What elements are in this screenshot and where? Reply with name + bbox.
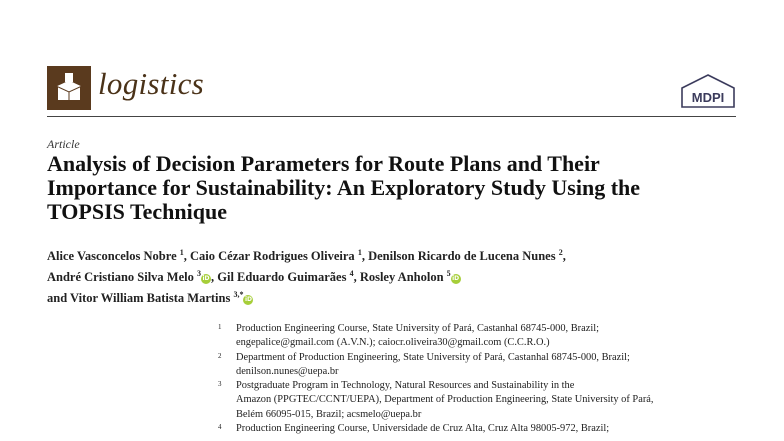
author-line [47, 244, 747, 265]
author-name[interactable]: Rosley Anholon [359, 270, 447, 284]
author-affiliation-sup: 5 [446, 269, 451, 278]
author-list [47, 244, 747, 307]
affiliation-line: engepalice@gmail.com (A.V.N.); caiocr.oliveira30@gmail.com (C.C.R.O.) [236, 337, 550, 349]
affiliation-item [218, 322, 738, 351]
mdpi-logo[interactable] [680, 74, 736, 108]
author-affiliation-sup: 2 [558, 248, 563, 257]
author-separator: , [353, 270, 360, 284]
author-name[interactable]: Gil Eduardo Guimarães [217, 270, 350, 284]
orcid-icon[interactable]: iD [452, 275, 460, 282]
title-line: Importance for Sustainability: An Exploratory Study Using the [47, 175, 641, 200]
author-affiliation-sup: 4 [349, 269, 354, 278]
author-name[interactable]: Alice Vasconcelos Nobre [47, 249, 180, 263]
affiliation-line: denilson.nunes@uepa.br [236, 365, 339, 377]
author-affiliation-sup: 1 [179, 248, 184, 257]
author-separator: , [211, 270, 218, 284]
title-line: TOPSIS Technique [47, 199, 227, 224]
orcid-icon[interactable]: iD [202, 275, 210, 282]
author-affiliation-sup: 3,* [233, 290, 244, 299]
affiliation-item [218, 379, 738, 422]
author-name[interactable]: Denilson Ricardo de Lucena Nunes [368, 249, 559, 263]
author-separator: , [183, 249, 190, 263]
article-title [47, 152, 747, 224]
affiliation-line: Department of Production Engineering, State University of Pará, Castanhal 68745-000, Brazil; [236, 351, 630, 363]
article-type-label: Article [47, 137, 80, 151]
author-name[interactable]: and Vitor William Batista Martins [47, 291, 234, 305]
affiliation-line: Belém 66095-015, Brazil; acsmelo@uepa.br [236, 408, 422, 420]
affiliation-number: 1 [218, 323, 222, 331]
affiliation-line: Amazon (PPGTEC/CCNT/UEPA), Department of Production Engineering, State University of Pará, [236, 394, 654, 406]
affiliation-number: 2 [218, 351, 222, 360]
author-line [47, 286, 747, 307]
author-separator: , [361, 249, 369, 263]
journal-logo-icon [47, 66, 91, 110]
affiliation-line: Production Engineering Course, Universidade de Cruz Alta, Cruz Alta 98005-972, Brazil; [236, 423, 610, 435]
author-separator: , [562, 249, 566, 263]
author-affiliation-sup: 1 [357, 248, 362, 257]
header-divider [47, 116, 736, 117]
author-line [47, 265, 747, 286]
affiliation-item [218, 351, 738, 380]
affiliation-number: 4 [218, 423, 222, 432]
author-affiliation-sup: 3 [197, 269, 201, 278]
affiliation-line: Postgraduate Program in Technology, Natural Resources and Sustainability in the [236, 380, 575, 392]
author-name[interactable]: Caio Cézar Rodrigues Oliveira [190, 249, 358, 263]
affiliation-number: 3 [218, 380, 222, 389]
journal-name[interactable]: logistics [98, 66, 205, 101]
affiliation-item [218, 422, 738, 436]
affiliation-list [218, 322, 738, 436]
author-name[interactable]: André Cristiano Silva Melo [47, 270, 197, 284]
orcid-icon[interactable]: iD [244, 296, 252, 303]
title-line: Analysis of Decision Parameters for Route Plans and Their [47, 151, 600, 176]
affiliation-line: Production Engineering Course, State University of Pará, Castanhal 68745-000, Brazil; [236, 323, 600, 334]
publisher-logo-text: MDPI [691, 90, 725, 105]
